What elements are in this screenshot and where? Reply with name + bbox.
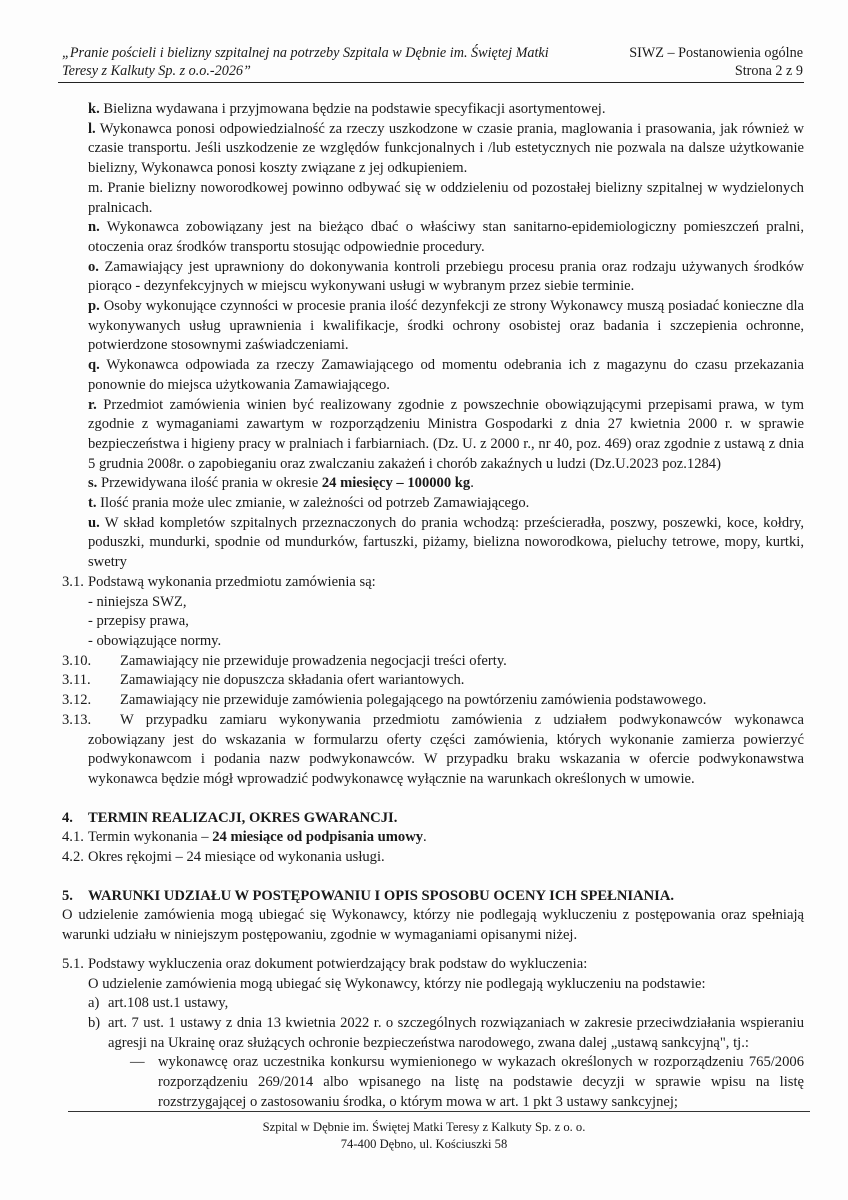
item-text: Wykonawca zobowiązany jest na bieżąco dbać o właściwy stan sanitarno-epidemiologiczny pomieszczeń pralni, otoczenia oraz środków transportu stosując odpowiednie procedury. bbox=[88, 219, 804, 255]
clause-3-1 bbox=[62, 573, 804, 593]
item-text: W skład kompletów szpitalnych przeznaczonych do prania wchodzą: prześcieradła, poszwy, poszewki, koce, kołdry, poduszki, mundurki, spodnie od mundurków, fartuszki, piżamy, bielizna noworodkowa, pieluchy tetrowe, mopy, kurtki, swetry bbox=[88, 514, 804, 571]
basis-list-item: - obowiązujące normy. bbox=[88, 632, 222, 649]
clause-4-1 bbox=[62, 828, 804, 848]
item-text: Ilość prania może ulec zmianie, w zależności od potrzeb Zamawiającego. bbox=[100, 495, 530, 512]
clause-3-10 bbox=[62, 652, 804, 672]
basis-list-item: - przepisy prawa, bbox=[88, 613, 189, 630]
clause-number: 3.13. bbox=[62, 711, 92, 728]
completion-term: 24 miesiące od podpisania umowy bbox=[212, 829, 424, 846]
section-5-heading bbox=[62, 887, 804, 907]
item-text: Przewidywana ilość prania w okresie bbox=[100, 475, 322, 492]
clause-text: Podstawą wykonania przedmiotu zamówienia są: bbox=[88, 573, 376, 590]
point-text: art.108 ust.1 ustawy, bbox=[108, 995, 229, 1012]
clause-text-end: . bbox=[423, 829, 427, 846]
clause-text-continued: zobowiązany jest do wskazania w formularzu oferty części zamówienia, których wykonanie zamierza powierzyć podwykonawcom i podania nazw podwykonawców. W przypadku braku wskazania w ofercie podwykonawstwa wykonawca będzie mógł wprowadzić podwykonawcę wyłącznie na warunkach określonych w umowie. bbox=[88, 731, 804, 787]
clause-3-13 bbox=[62, 711, 804, 790]
item-letter: p. bbox=[88, 298, 100, 315]
dash-marker: — bbox=[130, 1054, 145, 1071]
header-divider bbox=[58, 82, 804, 83]
footer-address: 74-400 Dębno, ul. Kościuszki 58 bbox=[340, 1137, 508, 1151]
list-item-r bbox=[62, 396, 804, 475]
clause-text: Podstawy wykluczenia oraz dokument potwierdzający brak podstaw do wykluczenia: bbox=[88, 955, 588, 972]
clause-text: Zamawiający nie dopuszcza składania ofert wariantowych. bbox=[120, 672, 465, 689]
document-body bbox=[62, 100, 804, 1112]
page-footer bbox=[0, 1119, 848, 1153]
item-text: Przedmiot zamówienia winien być realizowany zgodnie z powszechnie obowiązującymi przepisami prawa, w tym zgodnie z wymaganiami zawartym w rozporządzeniu Ministra Gospodarki z dnia 27 kwietnia 2000 r. w sprawie bezpieczeństwa i higieny pracy w pralniach i farbiarniach. (Dz. U. z 2000 r., nr 40, poz. 469) oraz zgodnie z ustawą z dnia 5 grudnia 2008r. o zapobieganiu oraz zwalczaniu zakażeń i chorób zakaźnych u ludzi (Dz.U.2023 poz.1284) bbox=[88, 396, 804, 472]
item-letter: k. bbox=[88, 101, 100, 117]
list-item-o bbox=[62, 258, 804, 297]
exclusion-point-a bbox=[62, 994, 804, 1014]
section-number: 5. bbox=[62, 887, 73, 904]
clause-5-1-lead: O udzielenie zamówienia mogą ubiegać się Wykonawcy, którzy nie podlegają wykluczeniu na podstawie: bbox=[88, 975, 706, 992]
clause-number: 4.2. bbox=[62, 849, 84, 866]
item-text: Wykonawca odpowiada za rzeczy Zamawiającego od momentu odebrania ich z magazynu do czasu przekazania ponownie do miejsca użytkowania Zamawiającego. bbox=[88, 357, 804, 393]
list-item-p bbox=[62, 297, 804, 356]
footer-divider bbox=[68, 1111, 810, 1112]
section-title: WARUNKI UDZIAŁU W POSTĘPOWANIU I OPIS SPOSOBU OCENY ICH SPEŁNIANIA. bbox=[88, 887, 675, 904]
item-text: Osoby wykonujące czynności w procesie prania ilość dezynfekcji ze strony Wykonawcy muszą posiadać konieczne dla wykonywanych usług uprawnienia i kwalifikacje, środki ochrony osobistej oraz badania i szczepienia ochronne, potwierdzone stosownymi zaświadczeniami. bbox=[88, 298, 804, 354]
item-text: Zamawiający jest uprawniony do dokonywania kontroli przebiegu procesu prania oraz rodzaju używanych środków piorąco - dezynfekcyjnych w miejscu wykonywani usługi w wybranym przez siebie terminie. bbox=[88, 258, 804, 295]
document-title-line2: Teresy z Kalkuty Sp. z o.o.-2026” bbox=[62, 63, 251, 79]
clause-number: 3.11. bbox=[62, 672, 91, 689]
clause-number: 3.10. bbox=[62, 652, 92, 669]
document-type: SIWZ – Postanowienia ogólne bbox=[629, 45, 803, 61]
clause-text-start: Termin wykonania – bbox=[88, 829, 213, 846]
basis-list-item: - niniejsza SWZ, bbox=[88, 593, 187, 610]
footer-organization: Szpital w Dębnie im. Świętej Matki Teresy z Kalkuty Sp. z o. o. bbox=[262, 1120, 586, 1134]
item-letter: u. bbox=[88, 514, 100, 531]
point-label: a) bbox=[88, 995, 100, 1012]
point-text: art. 7 ust. 1 ustawy z dnia 13 kwietnia 2022 r. o szczególnych rozwiązaniach w zakresie przeciwdziałania wspieraniu agresji na Ukrainę oraz służących ochronie bezpieczeństwa narodowego, zwana dalej „ustawą sankcyjną", tj.: bbox=[108, 1014, 804, 1051]
item-letter: s. bbox=[88, 475, 98, 492]
list-item-n bbox=[62, 218, 804, 257]
item-letter: o. bbox=[88, 258, 99, 275]
section-5-intro: O udzielenie zamówienia mogą ubiegać się Wykonawcy, którzy nie podlegają wykluczeniu z postępowania oraz spełniają warunki udziału w niniejszym postępowaniu, zgodnie w wymaganiami opisanymi niżej. bbox=[62, 907, 804, 944]
clause-text: W przypadku zamiaru wykonywania przedmiotu zamówienia z udziałem podwykonawców wykonawca bbox=[120, 711, 804, 728]
section-4-heading bbox=[62, 809, 804, 829]
clause-number: 3.12. bbox=[62, 692, 92, 709]
point-label: b) bbox=[88, 1014, 101, 1031]
clause-number: 4.1. bbox=[62, 829, 84, 846]
clause-number: 3.1. bbox=[62, 573, 84, 590]
header-meta bbox=[629, 44, 803, 80]
item-letter: n. bbox=[88, 219, 100, 236]
clause-text: Okres rękojmi – 24 miesiące od wykonania usługi. bbox=[88, 849, 385, 866]
section-number: 4. bbox=[62, 809, 73, 826]
clause-text: Zamawiający nie przewiduje prowadzenia negocjacji treści oferty. bbox=[120, 652, 507, 669]
item-letter: r. bbox=[88, 396, 97, 413]
document-title-line1: „Pranie pościeli i bielizny szpitalnej na potrzeby Szpitala w Dębnie im. Świętej Matki bbox=[62, 45, 549, 61]
exclusion-point-b bbox=[62, 1014, 804, 1053]
clause-5-1 bbox=[62, 955, 804, 975]
sanction-list-item bbox=[62, 1053, 804, 1112]
clause-number: 5.1. bbox=[62, 955, 84, 972]
item-letter: m. bbox=[88, 179, 103, 196]
clause-3-11 bbox=[62, 671, 804, 691]
item-letter: q. bbox=[88, 357, 100, 374]
item-text: Wykonawca ponosi odpowiedzialność za rzeczy uszkodzone w czasie prania, maglowania i prasowania, jak również w czasie transportu. Jeśli uszkodzenie ze względów funkcjonalnych i /lub estetycznych nie pozwala na dalsze użytkowanie bielizny, Wykonawca ponosi koszty związane z jej odkupieniem. bbox=[88, 120, 804, 177]
item-letter: l. bbox=[88, 120, 96, 137]
item-text-end: . bbox=[470, 475, 474, 492]
list-item-k bbox=[62, 100, 804, 120]
document-title bbox=[62, 44, 582, 80]
list-item-q bbox=[62, 356, 804, 395]
list-item-l bbox=[62, 120, 804, 179]
list-item-u bbox=[62, 514, 804, 573]
clause-3-12 bbox=[62, 691, 804, 711]
clause-text: Zamawiający nie przewiduje zamówienia polegającego na powtórzeniu zamówienia podstawowego. bbox=[120, 692, 707, 709]
dash-item-text: wykonawcę oraz uczestnika konkursu wymienionego w wykazach określonych w rozporządzeniu 765/2006 rozporządzeniu 269/2014 albo wpisanego na listę na podstawie decyzji w sprawie wpisu na listę rozstrzygającej o zastosowaniu środka, o którym mowa w art. 1 pkt 3 ustawy sankcyjnej; bbox=[158, 1054, 804, 1110]
item-text: Pranie bielizny noworodkowej powinno odbywać się w oddzieleniu od pozostałej bielizny szpitalnej w wydzielonych pralnicach. bbox=[88, 179, 804, 216]
item-letter: t. bbox=[88, 495, 97, 512]
item-text: Bielizna wydawana i przyjmowana będzie na podstawie specyfikacji asortymentowej. bbox=[103, 101, 606, 117]
laundry-quantity: 24 miesięcy – 100000 kg bbox=[321, 475, 471, 492]
list-item-s bbox=[62, 474, 804, 494]
list-item-m bbox=[62, 179, 804, 218]
clause-text bbox=[88, 828, 804, 848]
list-item-t bbox=[62, 494, 804, 514]
section-title: TERMIN REALIZACJI, OKRES GWARANCJI. bbox=[88, 809, 398, 826]
page-number: Strona 2 z 9 bbox=[734, 63, 803, 79]
clause-4-2 bbox=[62, 848, 804, 868]
